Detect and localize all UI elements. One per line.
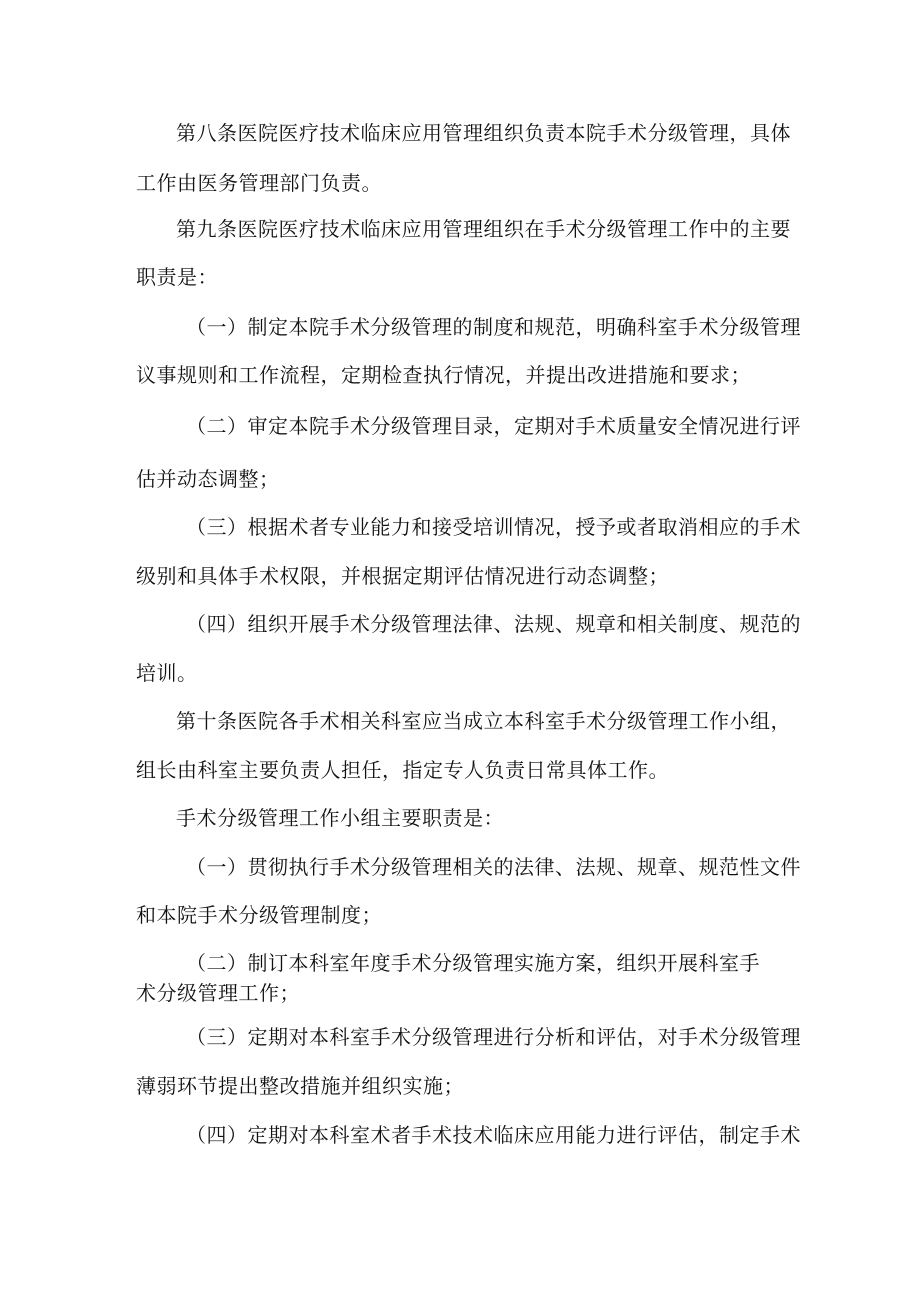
text-line: （一）制定本院手术分级管理的制度和规范，明确科室手术分级管理 [186, 315, 801, 339]
text-line: 第十条医院各手术相关科室应当成立本科室手术分级管理工作小组， [176, 709, 791, 733]
text-line: 培训。 [136, 661, 198, 685]
text-line: 工作由医务管理部门负责。 [136, 171, 382, 195]
text-line: 和本院手术分级管理制度； [136, 903, 382, 927]
text-line: （二）制订本科室年度手术分级管理实施方案，组织开展科室手 [186, 951, 760, 975]
text-line: 第八条医院医疗技术临床应用管理组织负责本院手术分级管理，具体 [176, 121, 791, 145]
text-line: 估并动态调整； [136, 467, 280, 491]
text-line: 手术分级管理工作小组主要职责是： [176, 806, 504, 830]
text-line: （三）定期对本科室手术分级管理进行分析和评估，对手术分级管理 [186, 1025, 801, 1049]
text-line: （四）定期对本科室术者手术技术临床应用能力进行评估，制定手术 [186, 1123, 801, 1147]
text-line: （四）组织开展手术分级管理法律、法规、规章和相关制度、规范的 [186, 612, 801, 636]
text-line: （二）审定本院手术分级管理目录，定期对手术质量安全情况进行评 [186, 414, 801, 438]
text-line: 组长由科室主要负责人担任，指定专人负责日常具体工作。 [136, 758, 669, 782]
text-line: 薄弱环节提出整改措施并组织实施； [136, 1074, 464, 1098]
text-line: （三）根据术者专业能力和接受培训情况，授予或者取消相应的手术 [186, 515, 801, 539]
text-line: 术分级管理工作； [136, 981, 300, 1005]
text-line: 议事规则和工作流程，定期检查执行情况，并提出改进措施和要求； [136, 363, 751, 387]
text-line: 职责是： [136, 265, 218, 289]
text-line: 级别和具体手术权限，并根据定期评估情况进行动态调整； [136, 564, 669, 588]
text-line: 第九条医院医疗技术临床应用管理组织在手术分级管理工作中的主要 [176, 217, 791, 241]
text-line: （一）贯彻执行手术分级管理相关的法律、法规、规章、规范性文件 [186, 855, 801, 879]
